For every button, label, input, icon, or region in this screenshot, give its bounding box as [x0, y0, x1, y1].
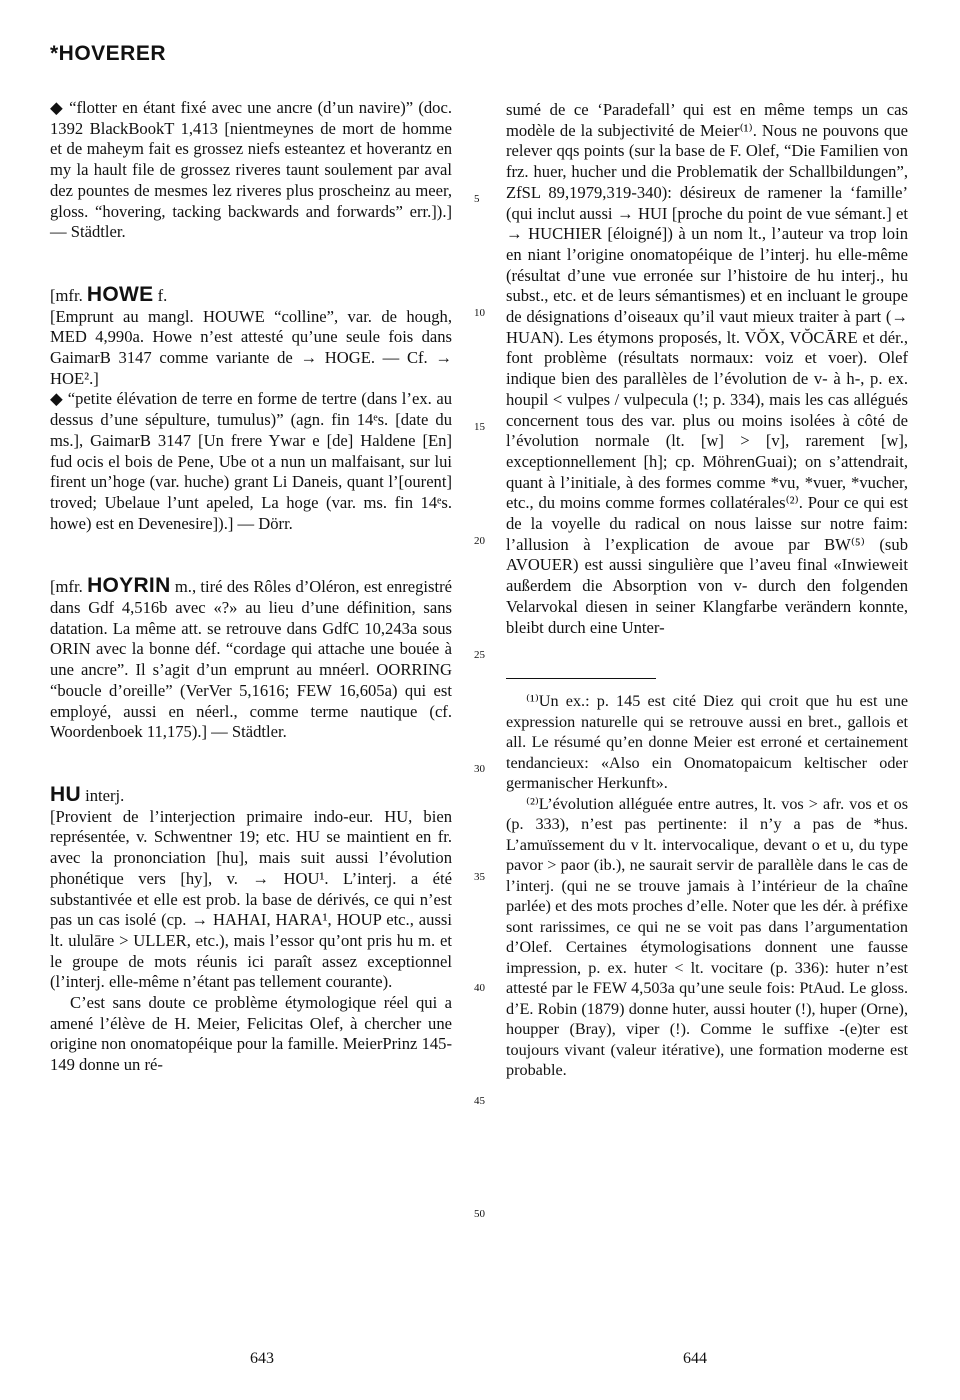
pos-label: interj.	[85, 785, 125, 805]
left-column	[50, 98, 452, 1076]
hu-etymology: [Provient de l’interjection primaire indo-eur. HU, bien représentée, v. Schwentner 19; etc. HU se maintient en fr. avec la prononciation [hu], mais suit aussi l’évolution phonétique vers [hy], v. → HOU¹. L’interj. a été substantivée et elle est prob. la base de dérivés, ce qui n’est pas un cas isolé (cp. → HAHAI, HARA¹, HOUP etc., aussi lt. ululāre > ULLER, etc.), mais l’essor qu’ont pris hu m. et le groupe de mots réunis ici paraît assez exceptionnel (l’interj. elle-même n’étant pas tellement courante).	[50, 806, 452, 992]
entry-howe-head	[50, 282, 452, 307]
right-column	[506, 100, 908, 1081]
hu-discussion: C’est sans doute ce problème étymologique réel qui a amené l’élève de H. Meier, Felicitas Olef, à chercher une origine non onomatopéique pour la famille. MeierPrinz 145-149 donne un ré-	[50, 993, 452, 1075]
line-number: 50	[474, 1208, 485, 1220]
line-number: 40	[474, 982, 485, 994]
footnote-divider	[506, 678, 656, 679]
howe-etymology: [Emprunt au mangl. HOUWE “colline”, var. de hough, MED 4,990a. Howe n’est attesté qu’une seule fois dans GaimarB 3147 comme variante de → HOGE. — Cf. → HOE².]	[50, 306, 452, 388]
line-number: 15	[474, 421, 485, 433]
footnote-1: ⁽¹⁾Un ex.: p. 145 est cité Diez qui croit que hu est une expression naturelle qui se retrouve aussi en bret., gallois et all. Le résumé qu’en donne Meier est erroné et certainement tendancieux: «Also ein Onomatopaicum keltischer oder germanischer Herkunft».	[506, 692, 908, 793]
headword-howe: HOWE	[86, 282, 154, 306]
running-head: *HOVERER	[50, 42, 167, 65]
entry-hu-head	[50, 782, 452, 807]
bracket-prefix: [mfr.	[50, 577, 83, 597]
line-number: 5	[474, 193, 480, 205]
hoverer-definition: ◆ “flotter en étant fixé avec une ancre (d’un navire)” (doc. 1392 BlackBookT 1,413 [nientmeynes de mort de homme et de maheym fait es grossez niefs esteantez et hoverantz en my la hault file de grossez riveres taunt soulement par aval dez pountes de mesmes lez riveres plus proscheinz au meer, gloss. “hovering, tacking backwards and forwards” err.]).] — Städtler.	[50, 98, 452, 242]
howe-definition: ◆ “petite élévation de terre en forme de tertre (dans l’ex. au dessus d’une sépulture, tumulus)” (agn. fin 14ᵉs. [date du ms.], GaimarB 3147 [Un frere Ywar e [de] Haldene [En] fud ocis el bois de Pene, Ube ot a nun un malfaisant, sur lui firent un’hoge (var. huche) grant Li Daneis, quant l’[ourent] troved; Ubelaue l’unt apeled, La hoge (var. ms. fin 14ᵉs. howe) est en Devenesire]).] — Dörr.	[50, 389, 452, 533]
bracket-prefix: [mfr.	[50, 285, 83, 305]
line-number: 35	[474, 871, 485, 883]
line-number: 45	[474, 1095, 485, 1107]
headword-hoyrin: HOYRIN	[87, 574, 171, 598]
line-number: 10	[474, 307, 485, 319]
page-number-left: 643	[250, 1350, 274, 1367]
line-number: 25	[474, 649, 485, 661]
page-number-right: 644	[683, 1350, 707, 1367]
entry-hoyrin	[50, 576, 452, 743]
line-number: 20	[474, 535, 485, 547]
footnote-2: ⁽²⁾L’évolution alléguée entre autres, lt. vos > afr. vos et os (p. 333), n’est pas pertinente: il n’y a pas de *hus. L’amuïssement du v lt. intervocalique, devant o et u, du type pavor > paor (ib.), ne saurait servir de parallèle dans le cas de l’interj. (qui ne se trouve jamais à l’intérieur de la chaîne parlée) et des mots proches d’elle. Noter que les dér. à préfixe sont rarissimes, ce qui ne se voit pas dans l’argumentation d’Olef. Certaines étymologisations donnent une fausse impression, p. ex. huter < lt. vocitare (p. 336): huter n’est attesté par le FEW 4,503a qu’une seule fois: PtAud. Le gloss. d’E. Robin (1879) donne huter, aussi houter (!), huper (Orne), houpper (Bray), viper (!). Comme le suffixe -(e)ter est toujours vivant (valeur itérative), une formation moderne est probable.	[506, 794, 908, 1080]
hoyrin-text: m., tiré des Rôles d’Oléron, est enregistré dans Gdf 4,516b avec «?» au lieu d’une définition, sans datation. La même att. se retrouve dans GdfC 10,243a sous ORIN avec la bonne déf. “cordage qui attache une bouée à une ancre”. Il s’agit d’un emprunt au mnéerl. OORRING “boucle d’oreille” (VerVer 5,1616; FEW 16,605a) qui est employé, aussi en néerl., comme terme nautique (cf. Woordenboek 11,175).] — Städtler.	[50, 577, 453, 742]
headword-hu: HU	[50, 782, 81, 806]
line-number: 30	[474, 763, 485, 775]
hu-discussion-continued: sumé de ce ‘Paradefall’ qui est en même temps un cas modèle de la subjectivité de Meier⁽¹⁾. Nous ne pouvons que relever qqs points (sur la base de F. Olef, “Die Familien von frz. huer, hucher und die Problematik der Schallbildungen”, ZfSL 89,1979,319-340): désireux de ramener la ‘famille’ (qui inclut aussi → HUI [proche du point de vue sémant.] et → HUCHIER [éloigné]) à un nom lt., l’auteur va trop loin en niant l’origine onomatopéique de l’interj. hu elle-même (résultat d’une vue erronée sur l’histoire de hu interj., hu subst., etc. et de leurs sémantismes) et en incluant le groupe de désignations d’oiseaux qu’il vaut mieux traiter à part (→ HUAN). Les étymons proposés, lt. VŎX, VŎCĀRE et dér., font problème (résultats normaux: voiz et voer). Olef indique bien des parallèles de l’évolution de v- à h-, p. ex. houpil < vulpes / vulpecula (!; p. 334), mais les cas allégués concernent tous des var. plus ou moins isolées à côté de l’évolution normale (lt. [w] > [v], rarement [w], exceptionnellement [h]; cp. MöhrenGuai); on s’attendrait, quant à l’initiale, à des formes comme *vu, *vuer, *vucher, etc., du moins comme formes collatérales⁽²⁾. Pour ce qui est de la voyelle du radical on nous laisse sur notre faim: l’allusion à l’explication de avoue par BW⁽⁵⁾ (sub AVOUER) est aussi singulière que l’aveu final «Inwieweit außerdem die Absorption von v- durch den folgenden Velarvokal diesen in seiner Klangfarbe verändern konnte, bleibt durch eine Unter-	[506, 100, 908, 637]
gender-label: f.	[157, 285, 168, 305]
